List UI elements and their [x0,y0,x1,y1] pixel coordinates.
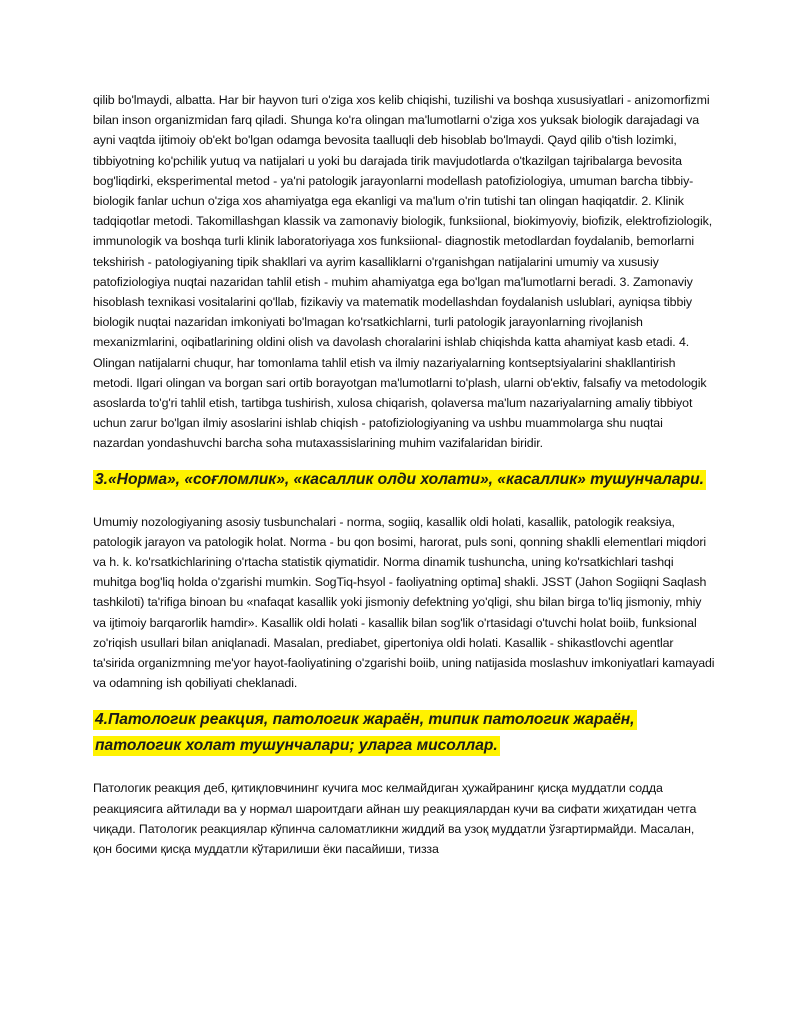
body-paragraph: qilib bo'lmaydi, albatta. Har bir hayvon turi o'ziga xos kelib chiqishi, tuzilishi va boshqa xususiyatlari - anizomorfizmi bilan inson organizmidan farq qiladi. Shunga ko'ra olingan ma'lumotlarni o'ziga xos yuksak biologik darajadagi va ayni vaqtda ijtimoiy ob'ekt bo'lgan odamga bevosita taalluqli deb hisoblab bo'lmaydi. Qayd qilib o'tish lozimki, tibbiyotning ko'pchilik yutuq va natijalari u yoki bu darajada tirik mavjudotlarda o'tkazilgan tajribalarga bevosita bog'liqdirki, eksperimental metod - ya'ni patologik jarayonlarni modellash patofiziologiya, umuman barcha tibbiy-biologik fanlar uchun o'ziga xos ahamiyatga ega ekanligi va ma'lum o'rin tutishi tan olingan haqiqatdir. 2. Klinik tadqiqotlar metodi. Takomillashgan klassik va zamonaviy biologik, funksiional, biokimyoviy, biofizik, elektrofiziologik, immunologik va boshqa turli klinik laboratoriyaga xos funksiional- diagnostik metodlardan foydalanib, bemorlarni tekshirish - patologiyaning tipik shakllari va ayrim kasalliklarni o'rganishgan natijalarini umumiy va xususiy patofiziologiya nuqtai nazaridan tahlil etish - muhim ahamiyatga ega bo'lgan ma'lumotlarni beradi. 3. Zamonaviy hisoblash texnikasi vositalarini qo'llab, fizikaviy va matematik modellashdan foydalanish uslublari, ayniqsa tibbiy biologik nuqtai nazaridan imkoniyati bo'lmagan ko'rsatkichlarni, turli patologik jarayonlarning rivojlanish mexanizmlarini, oqibatlarining oldini olish va davolash choralarini ishlab chiqishda katta ahamiyat kasb etadi. 4. Olingan natijalarni chuqur, har tomonlama tahlil etish va ilmiy nazariyalarning kontseptsiyalarini shakllantirish metodi. Ilgari olingan va borgan sari ortib borayotgan ma'lumotlarni to'plash, ularni ob'ektiv, falsafiy va metodologik asoslarda to'g'ri tahlil etish, tartibga tushirish, xulosa chiqarish, qolaversa ma'lum nazariyalarning amaliy tibbiyot uchun zarur bo'lgan ilmiy asoslarini ishlab chiqish - patofiziologiyaning va ushbu muammolarga shu nuqtai nazardan yondashuvchi barcha soha mutaxassislarining muhim vazifalaridan biridir. [93,93,713,451]
body-paragraph: Umumiy nozologiyaning asosiy tusbunchalari - norma, sogiiq, kasallik oldi holati, kasallik, patologik reaksiya, patologik jarayon va patologik holat. Norma - bu qon bosimi, harorat, puls soni, qonning shaklli elementlari miqdori va h. k. ko'rsatkichlarining o'rtacha statistik qiymatidir. Norma dinamik tushuncha, uning ko'rsatkichlari tashqi muhitga bog'liq holda o'zgarishi mumkin. SogTiq-hsyol - faoliyatning optima] shakli. JSST (Jahon Sogiiqni Saqlash tashkiloti) ta'rifiga binoan bu «nafaqat kasallik yoki jismoniy defektning yo'qligi, shu bilan birga to'liq jismoniy, mhiy va ijtimoiy barqarorlik hamdir». Kasallik oldi holati - kasallik bilan sog'lik o'rtasidagi o'tuvchi holat boiib, funksional zo'riqish usullari bilan aniqlanadi. Masalan, prediabet, gipertoniya oldi holati. Kasallik - shikastlovchi agentlar ta'sirida organizmning me'yor hayot-faoliyatining o'zgarishi boiib, uning natijasida moslashuv imkoniyatlari kamayadi va odamning ish qobiliyati cheklanadi. [93,514,715,691]
document-page [93,90,715,859]
section-heading-text: 4.Патологик реакция, патологик жараён, типик патологик жараён, патологик холат тушунчалари; уларга мисоллар. [95,711,635,755]
section-heading [93,707,715,759]
body-paragraph: Патологик реакция деб, қитиқловчининг кучига мос келмайдиган ҳужайранинг қисқа муддатли содда реакциясига айтилади ва у нормал шароитдаги айнан шу реакциялардан кучи ва сифати жиҳатидан четга чиқади. Патологик реакциялар кўпинча саломатликни жиддий ва узоқ муддатли ўзгартирмайди. Масалан, қон босими қисқа муддатли кўтарилиши ёки пасайиши, тизза [93,781,697,857]
section-heading-text: 3.«Норма», «соғломлик», «касаллик олди холати», «касаллик» тушунчалари. [95,470,704,488]
section-heading [93,467,715,493]
